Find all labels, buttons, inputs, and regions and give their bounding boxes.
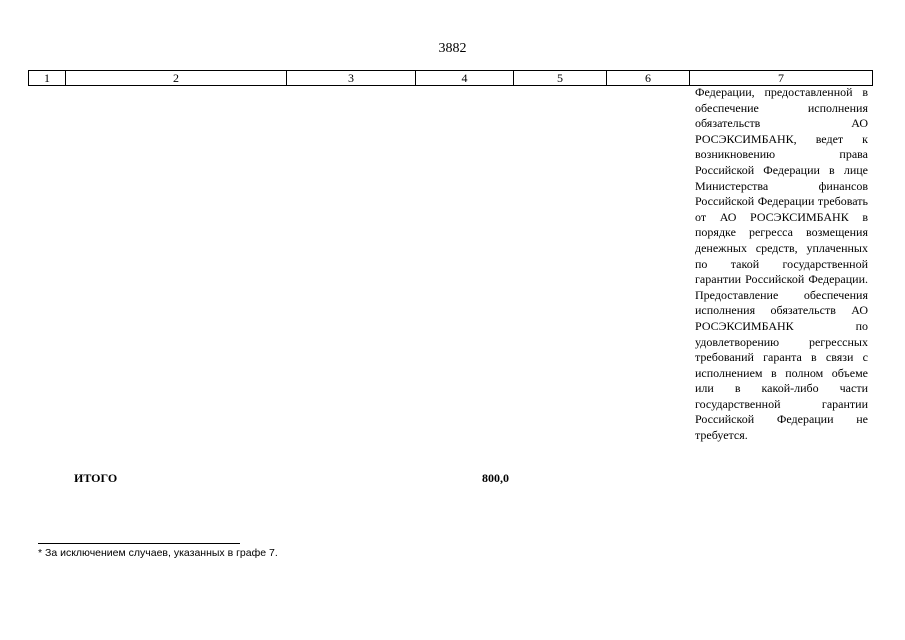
column-number-table [28, 70, 873, 86]
total-label: ИТОГО [74, 471, 118, 485]
page-number: 3882 [438, 41, 467, 56]
footnote: * За исключением случаев, указанных в графе 7. [38, 547, 278, 559]
column-number-6: 6 [607, 71, 690, 86]
column-7-text: Федерации, предоставленной в обеспечение исполнения обязательств АО РОСЭКСИМБАНК, ведет к возникновению права Российской Федерации в лице Министерства финансов Российской Федерации требовать от АО РОСЭКСИМБАНК в порядке регресса возмещения денежных средств, уплаченных по такой государственной гарантии Российской Федерации. Предоставление обеспечения исполнения обязательств АО РОСЭКСИМБАНК по удовлетворению регрессных требований гаранта в связи с исполнением в полном объеме или в какой-либо части государственной гарантии Российской Федерации не требуется. [695, 85, 868, 443]
total-value: 800,0 [482, 471, 509, 485]
column-number-1: 1 [29, 71, 66, 86]
column-number-5: 5 [514, 71, 607, 86]
column-number-4: 4 [416, 71, 514, 86]
column-number-2: 2 [66, 71, 287, 86]
column-number-row [29, 71, 873, 86]
column-number-3: 3 [287, 71, 416, 86]
footnote-divider [38, 543, 240, 544]
column-number-7: 7 [690, 71, 873, 86]
